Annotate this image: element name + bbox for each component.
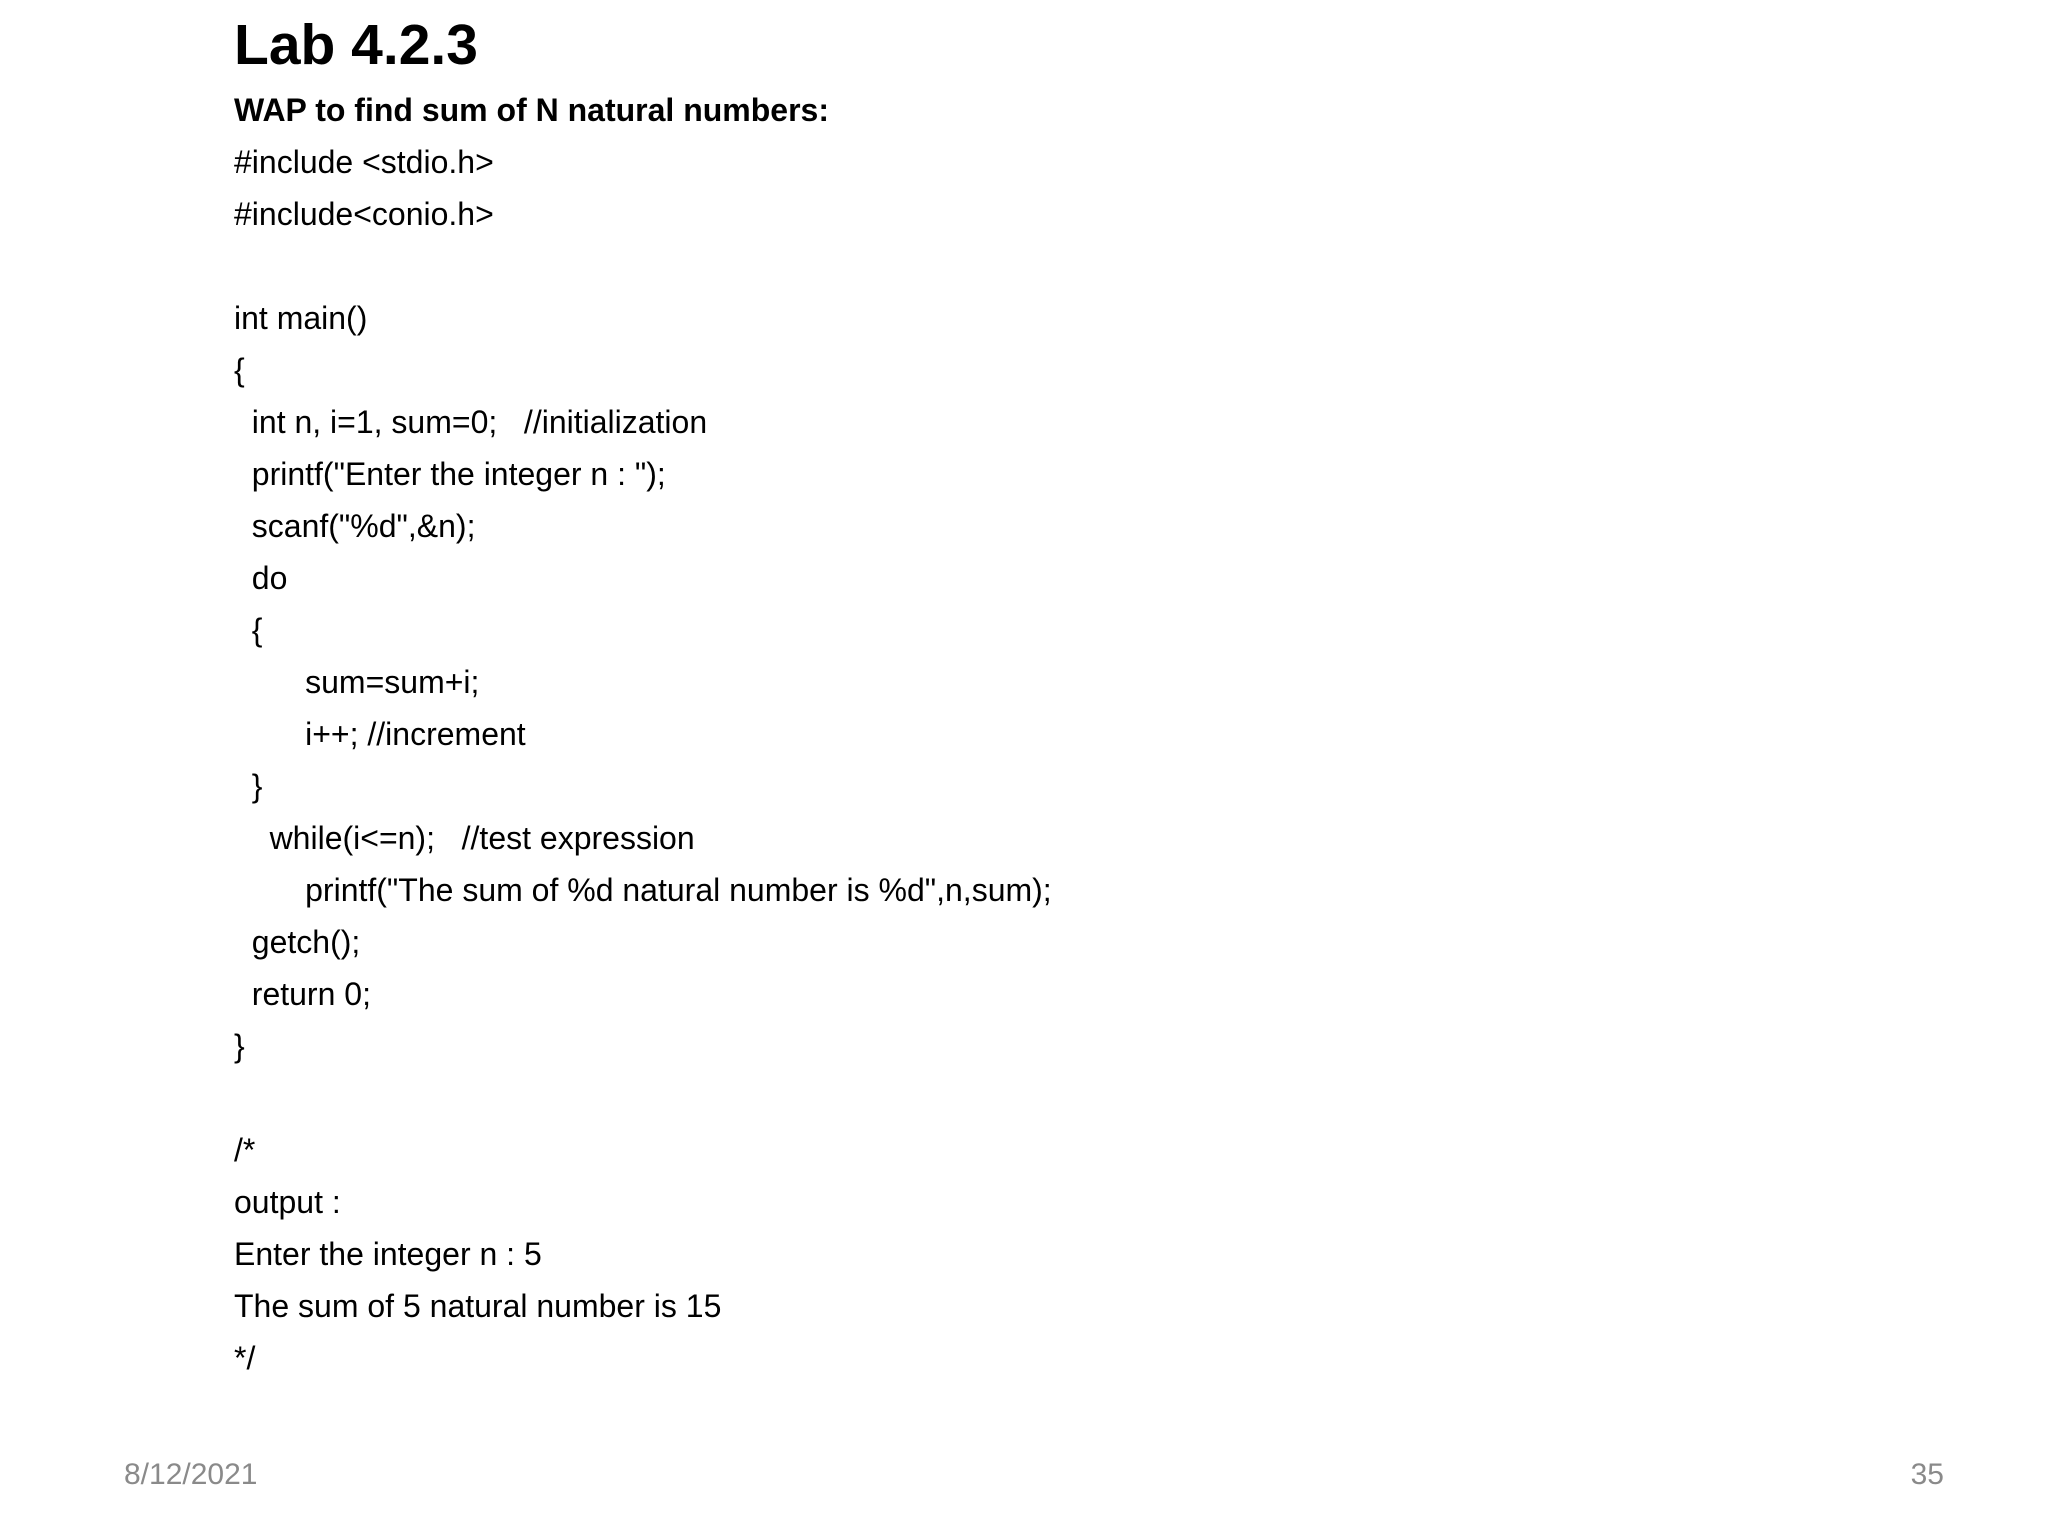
code-line [234, 1072, 1052, 1124]
code-line: { [234, 352, 245, 388]
code-line: scanf("%d",&n); [234, 508, 476, 544]
footer-page-number: 35 [1910, 1458, 1944, 1491]
code-line: /* [234, 1132, 256, 1168]
code-line: printf("The sum of %d natural number is %d",n,sum); [234, 872, 1052, 908]
code-line: The sum of 5 natural number is 15 [234, 1288, 722, 1324]
code-line: */ [234, 1340, 256, 1376]
code-line: int n, i=1, sum=0; //initialization [234, 404, 708, 440]
code-line: while(i<=n); //test expression [234, 820, 695, 856]
code-line: } [234, 1028, 245, 1064]
code-listing [234, 136, 1052, 1384]
code-line [234, 240, 1052, 292]
code-line: do [234, 560, 288, 596]
slide-subtitle: WAP to find sum of N natural numbers: [234, 92, 829, 128]
code-line: getch(); [234, 924, 361, 960]
code-line: Enter the integer n : 5 [234, 1236, 542, 1272]
footer-date: 8/12/2021 [124, 1458, 258, 1491]
code-line: i++; //increment [234, 716, 526, 752]
code-line: #include <stdio.h> [234, 144, 494, 180]
slide-title: Lab 4.2.3 [234, 13, 478, 77]
code-line: int main() [234, 300, 368, 336]
code-line: { [234, 612, 263, 648]
code-line: sum=sum+i; [234, 664, 480, 700]
code-line: output : [234, 1184, 341, 1220]
code-line: } [234, 768, 263, 804]
code-line: return 0; [234, 976, 371, 1012]
code-line: #include<conio.h> [234, 196, 494, 232]
code-line: printf("Enter the integer n : "); [234, 456, 666, 492]
